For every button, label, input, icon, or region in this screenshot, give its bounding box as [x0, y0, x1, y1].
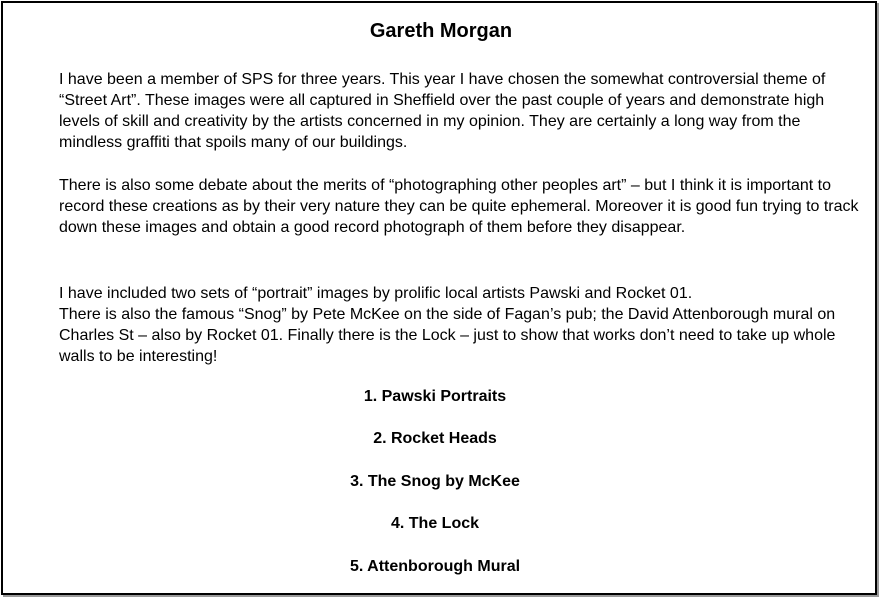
portrait-sets-sentence: I have included two sets of “portrait” images by prolific local artists Pawski and Rocket 01. [59, 285, 693, 302]
list-item: 5. Attenborough Mural [349, 558, 521, 575]
list-item: 3. The Snog by McKee [350, 473, 520, 490]
included-works-paragraph [59, 283, 859, 367]
page-title: Gareth Morgan [369, 20, 513, 42]
list-item: 2. Rocket Heads [373, 430, 497, 447]
debate-paragraph: There is also some debate about the merits of “photographing other peoples art” – but I think it is important to record these creations as by their very nature they can be quite ephemeral. Moreover it is good fun trying to track down these images and obtain a good record photograph of them before they disappear. [59, 177, 859, 236]
other-works-sentence: There is also the famous “Snog” by Pete McKee on the side of Fagan’s pub; the David Attenborough mural on Charles St – also by Rocket 01. Finally there is the Lock – just to show that works don’t need to take up whole walls to be interesting! [59, 306, 836, 365]
list-item: 4. The Lock [390, 515, 480, 532]
list-item: 1. Pawski Portraits [363, 388, 507, 405]
intro-paragraph: I have been a member of SPS for three years. This year I have chosen the somewhat controversial theme of “Street Art”. These images were all captured in Sheffield over the past couple of years and demonstrate high levels of skill and creativity by the artists concerned in my opinion. They are certainly a long way from the mindless graffiti that spoils many of our buildings. [59, 71, 826, 151]
